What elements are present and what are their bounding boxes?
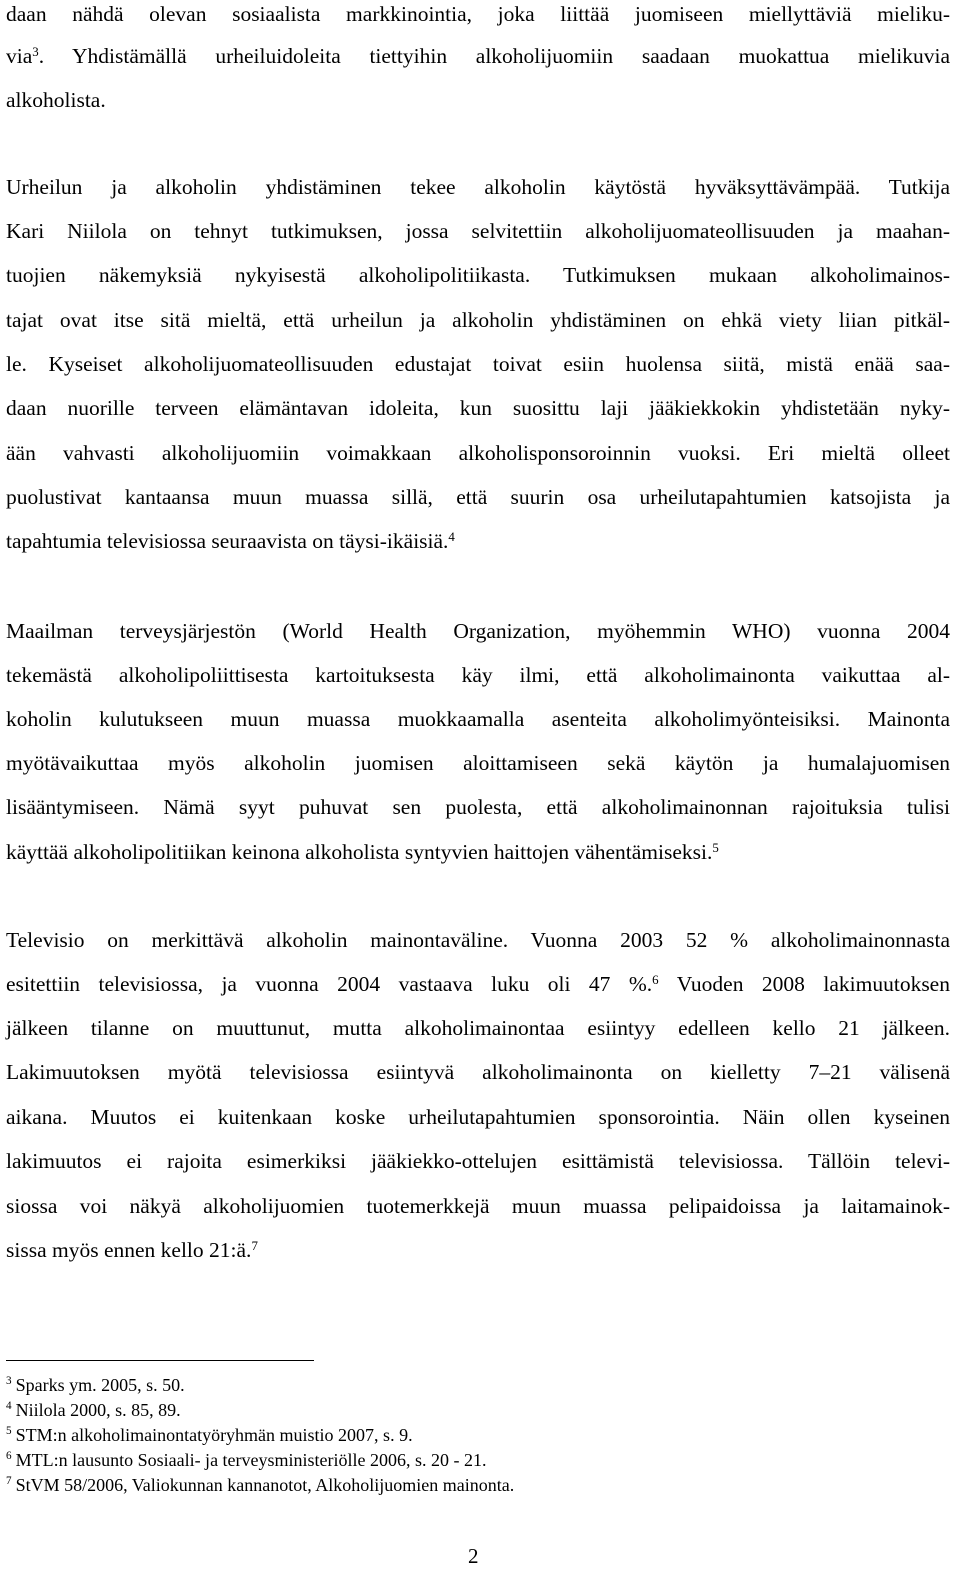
text-line: lisääntymiseen. Nämä syyt puhuvat sen puolesta, että alkoholimainonnan rajoituksia tulisi [6,795,950,819]
text-line: jälkeen tilanne on muuttunut, mutta alkoholimainontaa esiintyy edelleen kello 21 jälkeen. [6,1016,950,1040]
footnote-text: Niilola 2000, s. 85, 89. [15,1400,181,1420]
footnote-number: 5 [6,1425,12,1438]
text-line: Lakimuutoksen myötä televisiossa esiintyvä alkoholimainonta on kielletty 7–21 välisenä [6,1060,950,1084]
text-line: tuojien näkemyksiä nykyisestä alkoholipolitiikasta. Tutkimuksen mukaan alkoholimainos- [6,263,950,287]
footnote-text: STM:n alkoholimainontatyöryhmän muistio 2007, s. 9. [15,1425,413,1445]
footnote-number: 4 [6,1400,12,1413]
footnote-number: 7 [6,1475,12,1488]
footnote-reference: 6 [652,972,659,987]
text-line: daan nähdä olevan sosiaalista markkinointia, joka liittää juomiseen miellyttäviä mieliku- [6,2,950,26]
footnote-separator [6,1360,314,1361]
text-line: alkoholista. [6,88,106,112]
text-line: siossa voi näkyä alkoholijuomien tuotemerkkejä muun muassa pelipaidoissa ja laitamainok- [6,1194,950,1218]
text-line: lakimuutos ei rajoita esimerkiksi jääkiekko-ottelujen esittämistä televisiossa. Tällöin televi- [6,1149,950,1173]
text-line: Maailman terveysjärjestön (World Health Organization, myöhemmin WHO) vuonna 2004 [6,619,950,643]
footnote-reference: 3 [32,44,39,59]
text-line: käyttää alkoholipolitiikan keinona alkoholista syntyvien haittojen vähentämiseksi.$^5$ [6,840,719,864]
page-number: 2 [468,1544,479,1568]
text-line: tekemästä alkoholipoliittisesta kartoituksesta käy ilmi, että alkoholimainonta vaikuttaa al- [6,663,950,687]
text-line: sissa myös ennen kello 21:ä.$^7$ [6,1238,258,1262]
text-line: ään vahvasti alkoholijuomiin voimakkaan alkoholisponsoroinnin vuoksi. Eri mieltä olleet [6,441,950,465]
footnote-item [6,1451,487,1469]
text-line: daan nuorille terveen elämäntavan idoleita, kun suosittu laji jääkiekkokin yhdistetään nyky- [6,396,950,420]
text-line: aikana. Muutos ei kuitenkaan koske urheilutapahtumien sponsorointia. Näin ollen kyseinen [6,1105,950,1129]
text-line: Televisio on merkittävä alkoholin mainontaväline. Vuonna 2003 52 % alkoholimainonnasta [6,928,950,952]
footnote-text: Sparks ym. 2005, s. 50. [15,1375,185,1395]
footnote-text: MTL:n lausunto Sosiaali- ja terveysministeriölle 2006, s. 20 - 21. [15,1450,487,1470]
text-line: tajat ovat itse sitä mieltä, että urheilun ja alkoholin yhdistäminen on ehkä viety liian pitkäl- [6,308,950,332]
text-line: tapahtumia televisiossa seuraavista on täysi-ikäisiä.$^4$ [6,529,455,553]
text-line: myötävaikuttaa myös alkoholin juomisen aloittamiseen sekä käytön ja humalajuomisen [6,751,950,775]
text-line: le. Kyseiset alkoholijuomateollisuuden edustajat toivat esiin huolensa siitä, mistä enää saa- [6,352,950,376]
footnote-number: 6 [6,1450,12,1463]
text-line: Kari Niilola on tehnyt tutkimuksen, jossa selvitettiin alkoholijuomateollisuuden ja maahan- [6,219,950,243]
footnote-reference: 7 [251,1238,258,1253]
text-line: via$^3$. Yhdistämällä urheiluidoleita tiettyihin alkoholijuomiin saadaan muokattua mielikuvia [6,44,950,68]
footnote-item [6,1476,514,1494]
footnote-item [6,1376,185,1394]
footnote-number: 3 [6,1375,12,1388]
footnote-reference: 4 [448,529,455,544]
footnote-item [6,1401,181,1419]
text-line: koholin kulutukseen muun muassa muokkaamalla asenteita alkoholimyönteisiksi. Mainonta [6,707,950,731]
text-line: Urheilun ja alkoholin yhdistäminen tekee alkoholin käytöstä hyväksyttävämpää. Tutkija [6,175,950,199]
footnote-text: StVM 58/2006, Valiokunnan kannanotot, Alkoholijuomien mainonta. [15,1475,515,1495]
footnote-reference: 5 [712,840,719,855]
footnote-item [6,1426,413,1444]
text-line: puolustivat kantaansa muun muassa sillä, että suurin osa urheilutapahtumien katsojista ja [6,485,950,509]
text-line: esitettiin televisiossa, ja vuonna 2004 vastaava luku oli 47 %.$^6$ Vuoden 2008 lakimuutoksen [6,972,950,996]
